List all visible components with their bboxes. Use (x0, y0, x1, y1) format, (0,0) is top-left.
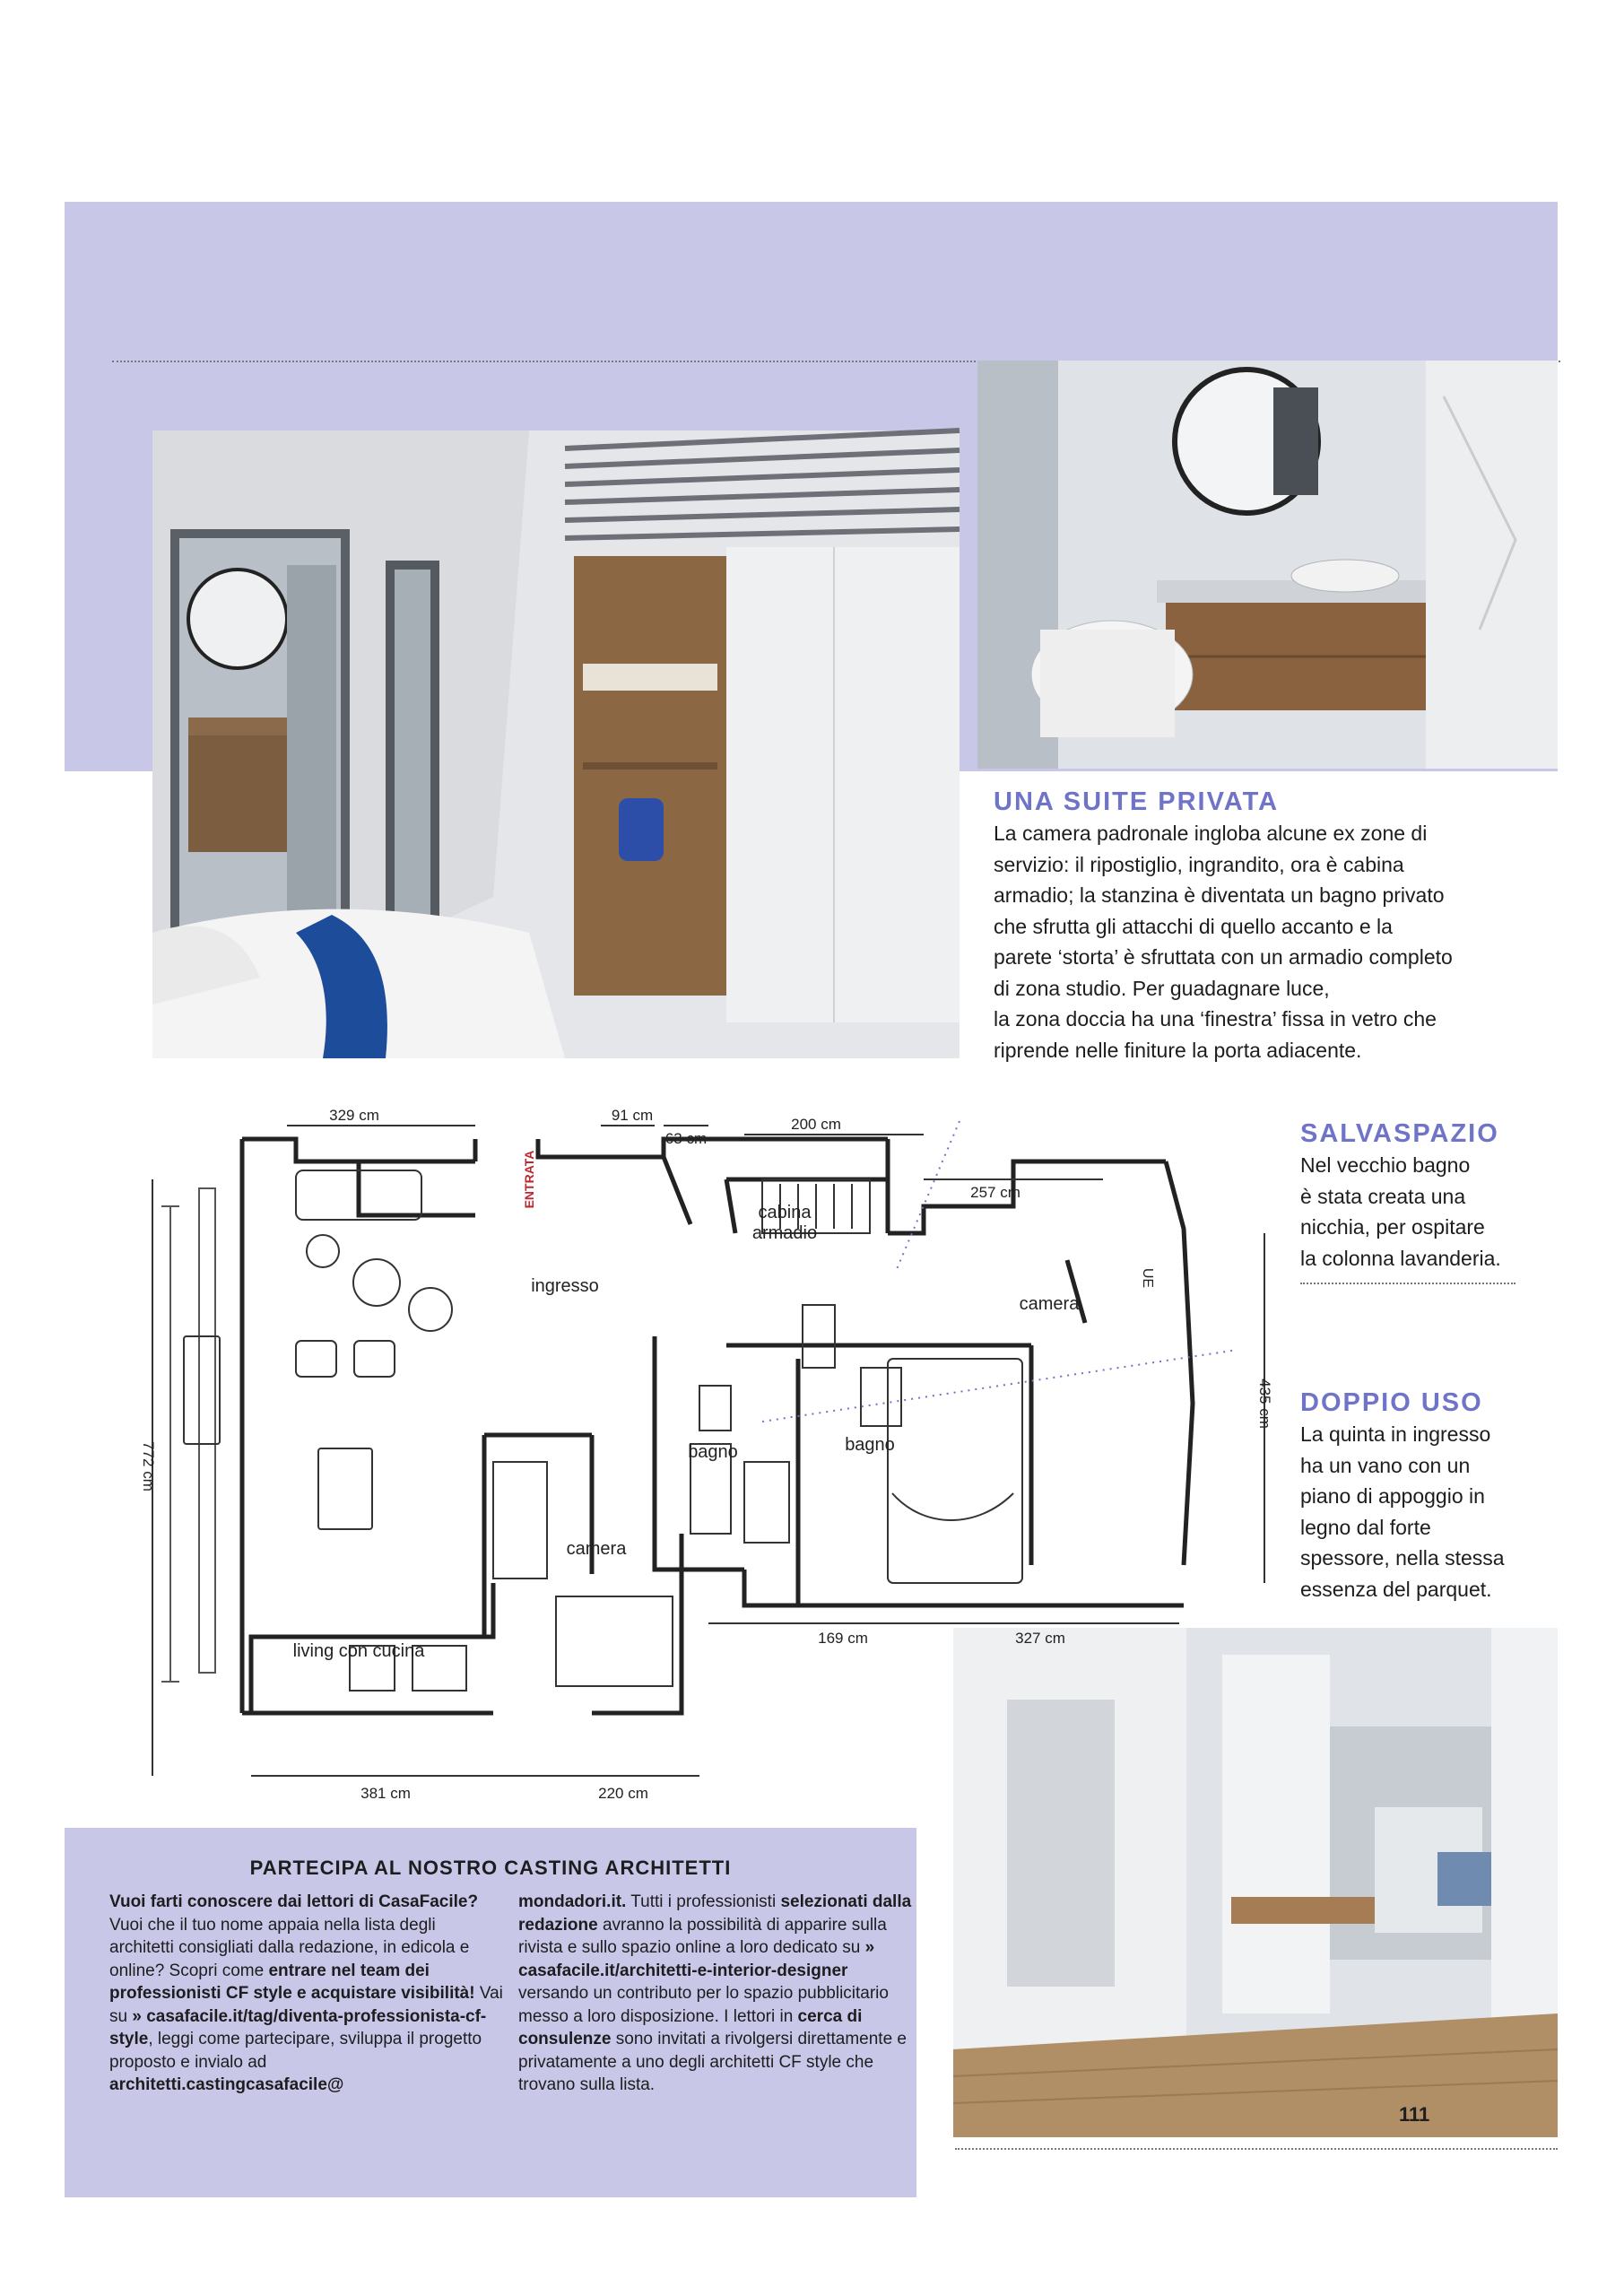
suite-line: di zona studio. Per guadagnare luce, (994, 976, 1330, 1000)
suite-line: servizio: il ripostiglio, ingrandito, ora è cabina (994, 852, 1404, 876)
suite-line: la zona doccia ha una ‘finestra’ fissa in vetro che (994, 1007, 1437, 1031)
dim-169: 169 cm (818, 1630, 868, 1647)
dim-772: 772 cm (140, 1441, 157, 1492)
doppio-uso-line: legno dal forte (1300, 1515, 1431, 1539)
cabina-label: cabina (758, 1203, 812, 1222)
bathroom-photo (977, 361, 1558, 769)
bedroom-photo (152, 430, 960, 1058)
doppio-uso-line: La quinta in ingresso (1300, 1422, 1491, 1446)
casting-left-text: , leggi come partecipare, sviluppa il progetto proposto e invialo ad (109, 2030, 482, 2072)
salvaspazio-text (1300, 1150, 1560, 1274)
casting-right-text: sono invitati a rivolgersi direttamente e privatamente a uno degli architetti CF style che trovano sulla lista. (518, 2030, 907, 2094)
dim-63: 63 cm (664, 1130, 708, 1147)
salvaspazio-line: nicchia, per ospitare (1300, 1215, 1485, 1239)
suite-line: riprende nelle finiture la porta adiacente. (994, 1038, 1362, 1062)
casting-right-bold: cerca di consulenze (518, 2006, 863, 2048)
doppio-uso-line: spessore, nella stessa (1300, 1546, 1505, 1570)
casting-left-bold: entrare nel team dei professionisti CF style e acquistare visibilità! (109, 1961, 475, 2003)
casting-text-right (518, 1891, 913, 2097)
casting-email[interactable]: mondadori.it. (518, 1892, 627, 1911)
camera-top-label: camera (1019, 1294, 1080, 1314)
dim-220: 220 cm (598, 1785, 648, 1802)
casting-title: PARTECIPA AL NOSTRO CASTING ARCHITETTI (249, 1857, 732, 1879)
suite-title: UNA SUITE PRIVATA (994, 787, 1280, 816)
bagno-right-label: bagno (845, 1435, 895, 1455)
dim-329: 329 cm (329, 1107, 379, 1124)
entrata-label: ENTRATA (522, 1150, 536, 1209)
dim-435: 435 cm (1256, 1378, 1273, 1429)
casting-right-bold: selezionati dalla redazione (518, 1892, 912, 1935)
dim-327: 327 cm (1015, 1630, 1065, 1647)
suite-text (994, 818, 1532, 1065)
salvaspazio-title: SALVASPAZIO (1300, 1119, 1499, 1148)
dim-91: 91 cm (611, 1107, 654, 1124)
doppio-uso-line: essenza del parquet. (1300, 1577, 1492, 1601)
page-number: 111 (1399, 2103, 1430, 2126)
suite-line: armadio; la stanzina è diventata un bagno privato (994, 883, 1445, 907)
casting-left-text: Vuoi che il tuo nome appaia nella lista degli architetti consigliati dalla redazione, in edicola e online? Scopri come (109, 1915, 470, 1980)
doppio-uso-line: ha un vano con un (1300, 1453, 1471, 1477)
casting-right-text: Tutti i professionisti (626, 1892, 781, 1911)
suite-line: La camera padronale ingloba alcune ex zone di (994, 822, 1428, 845)
casting-right-text: avranno la possibilità di apparire sulla rivista e sullo spazio online a loro dedicato su (518, 1915, 887, 1957)
dim-257: 257 cm (970, 1184, 1020, 1201)
living-label: living con cucina (292, 1641, 425, 1661)
ue-label: UE (1140, 1267, 1155, 1289)
divider (1300, 1283, 1515, 1284)
suite-line: parete ‘storta’ è sfruttata con un armadio completo (994, 945, 1453, 969)
salvaspazio-line: Nel vecchio bagno (1300, 1153, 1471, 1177)
casting-text-left (109, 1891, 504, 2097)
casting-left-bold: Vuoi farti conoscere dai lettori di CasaFacile? (109, 1892, 479, 1911)
ingresso-label: ingresso (531, 1276, 599, 1296)
casting-link[interactable]: » casafacile.it/tag/diventa-professionista-cf-style (109, 2006, 487, 2048)
doppio-uso-title: DOPPIO USO (1300, 1388, 1483, 1417)
suite-line: che sfrutta gli attacchi di quello accanto e la (994, 914, 1393, 938)
casting-left-text: Vai su (109, 1984, 503, 2026)
dim-200: 200 cm (791, 1116, 841, 1133)
salvaspazio-line: è stata creata una (1300, 1184, 1466, 1208)
doppio-uso-line: piano di appoggio in (1300, 1484, 1485, 1508)
divider (955, 2148, 1558, 2150)
armadio-label: armadio (751, 1223, 818, 1243)
casting-right-text: versando un contributo per lo spazio pubblicitario messo a loro disposizione. I lettori in (518, 1984, 889, 2026)
floor-plan (117, 1107, 1273, 1825)
bagno-left-label: bagno (688, 1442, 738, 1462)
dim-381: 381 cm (360, 1785, 411, 1802)
casting-link[interactable]: » casafacile.it/architetti-e-interior-designer (518, 1938, 875, 1980)
salvaspazio-line: la colonna lavanderia. (1300, 1246, 1501, 1270)
doppio-uso-text (1300, 1419, 1560, 1605)
camera-mid-label: camera (566, 1539, 627, 1559)
casting-email[interactable]: architetti.castingcasafacile@ (109, 2075, 344, 2094)
